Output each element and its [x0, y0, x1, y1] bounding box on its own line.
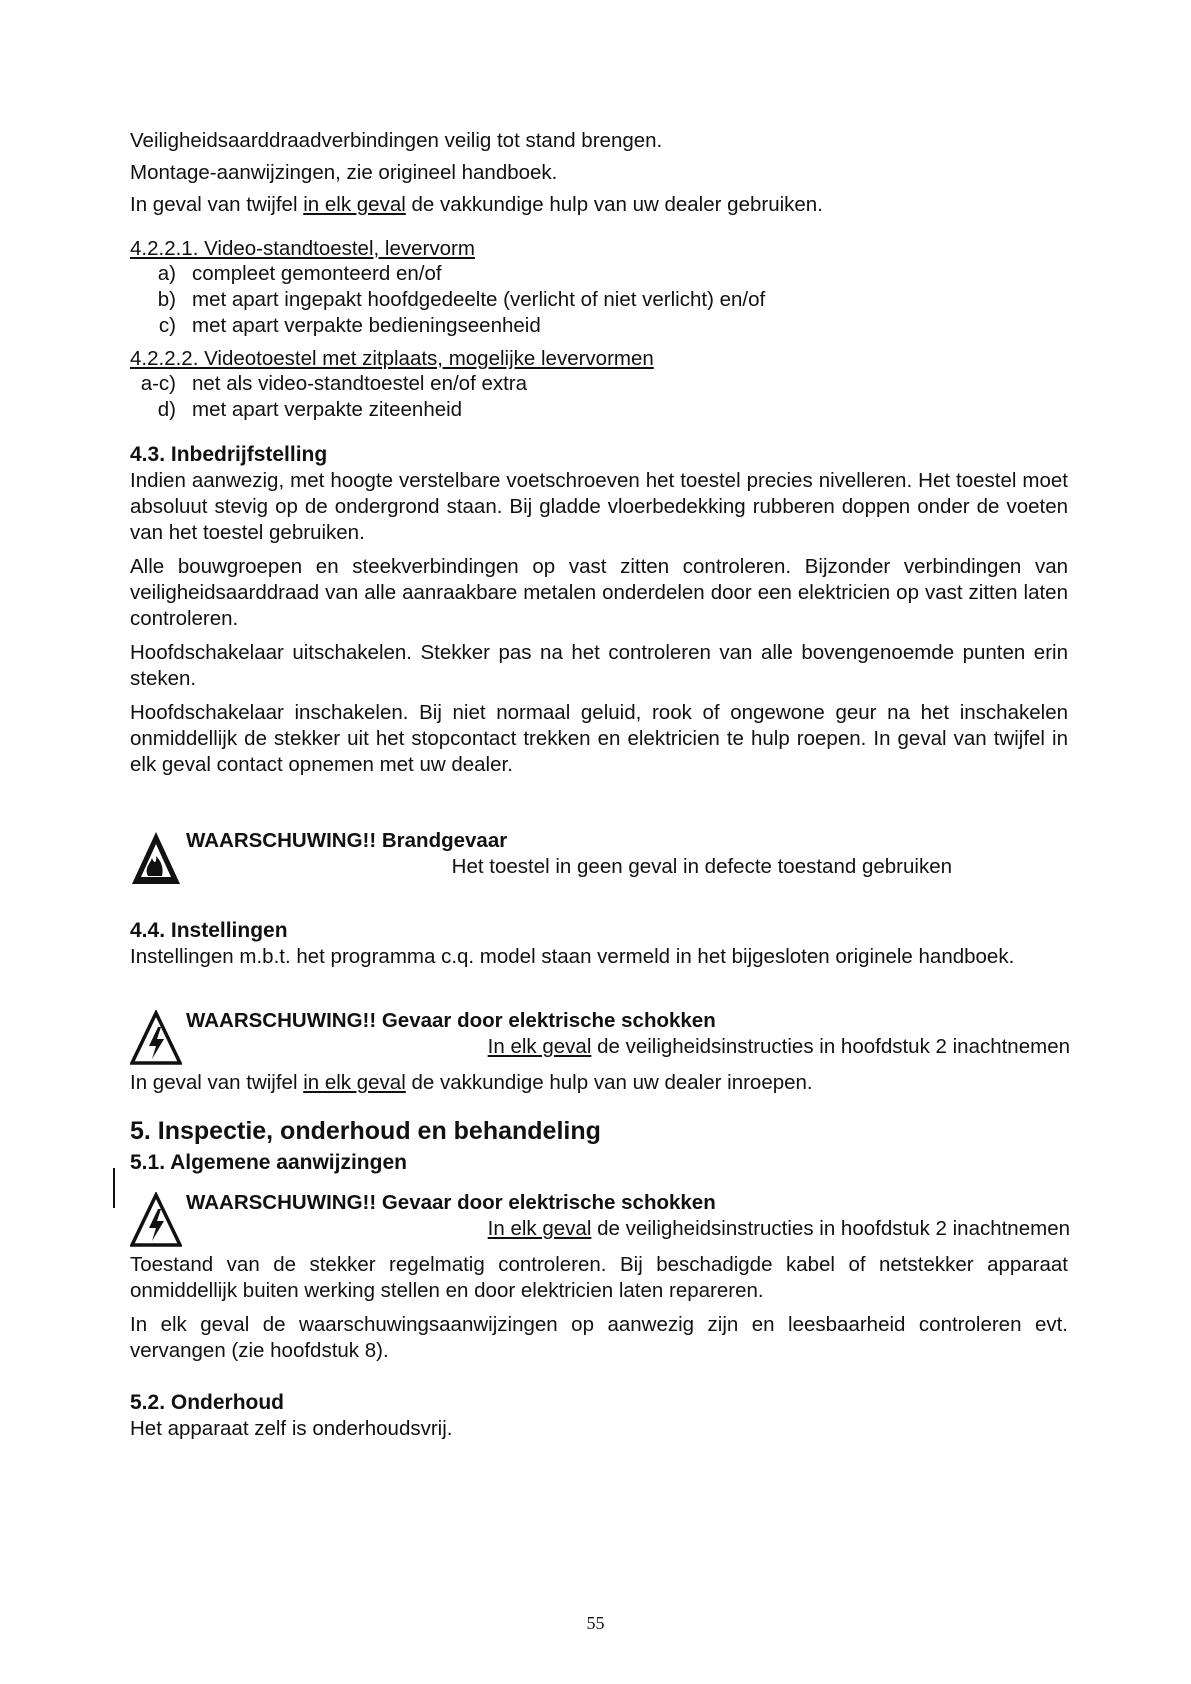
section-4222-list — [130, 371, 1030, 423]
intro-line-3-start: In geval van twijfel — [130, 193, 298, 216]
electric-shock-warning-title: WAARSCHUWING!! Gevaar door elektrische schokken — [186, 1009, 716, 1032]
fire-warning — [130, 828, 1070, 888]
intro-line-3-end: de vakkundige hulp van uw dealer gebruiken. — [405, 193, 823, 216]
electric-shock-warning-text: In elk geval de veiligheidsinstructies in hoofdstuk 2 inachtnemen — [487, 1217, 1070, 1240]
intro-line-1: Veiligheidsaarddraadverbindingen veilig tot stand brengen. — [130, 129, 663, 152]
list-item: a) compleet gemonteerd en/of — [157, 262, 442, 285]
electric-shock-warning-icon — [130, 1010, 182, 1066]
section-51-paragraph-1: Toestand van de stekker regelmatig controleren. Bij beschadigde kabel of netstekker apparaat onmiddellijk buiten werking stellen en door elektricien laten repareren. — [130, 1253, 1068, 1302]
section-43-paragraph-1: Indien aanwezig, met hoogte verstelbare voetschroeven het toestel precies nivelleren. Het toestel moet absoluut stevig op de ondergrond staan. Bij gladde vloerbedekking rubberen doppen onder de voeten van het toestel gebruiken. — [130, 469, 1068, 544]
section-43 — [130, 442, 1068, 778]
fire-warning-icon — [130, 830, 182, 886]
revision-bar — [113, 1168, 115, 1208]
section-44 — [130, 918, 1068, 970]
fire-warning-title: WAARSCHUWING!! Brandgevaar — [186, 829, 508, 852]
list-item: d) met apart verpakte ziteenheid — [157, 398, 463, 421]
section-52-heading: 5.2. Onderhoud — [130, 1391, 285, 1414]
electric-shock-warning-icon — [130, 1192, 182, 1248]
section-43-paragraph-2: Alle bouwgroepen en steekverbindingen op vast zitten controleren. Bijzonder verbindingen van veiligheidsaarddraad van alle aanraakbare metalen onderdelen door een elektricien op vast zitten laten controleren. — [130, 555, 1068, 630]
electric-shock-warning-1 — [130, 1008, 1070, 1068]
section-51-body — [130, 1252, 1068, 1364]
section-51-paragraph-2: In elk geval de waarschuwingsaanwijzingen op aanwezig zijn en leesbaarheid controleren evt. vervangen (zie hoofdstuk 8). — [130, 1313, 1068, 1362]
electric-shock-warning-title: WAARSCHUWING!! Gevaar door elektrische schokken — [186, 1191, 716, 1214]
section-44-heading: 4.4. Instellingen — [130, 919, 288, 942]
section-4221-heading: 4.2.2.1. Video-standtoestel, levervorm — [130, 237, 475, 260]
section-4221-list — [130, 261, 1030, 339]
intro-line-2: Montage-aanwijzingen, zie origineel handboek. — [130, 161, 558, 184]
section-51-heading: 5.1. Algemene aanwijzingen — [130, 1151, 407, 1174]
list-item: c) met apart verpakte bedieningseenheid — [158, 314, 541, 337]
section-43-paragraph-3: Hoofdschakelaar uitschakelen. Stekker pas na het controleren van alle bovengenoemde punten erin steken. — [130, 641, 1068, 690]
electric-shock-warning-text: In elk geval de veiligheidsinstructies in hoofdstuk 2 inachtnemen — [487, 1035, 1070, 1058]
after-warning-line: In geval van twijfel in elk geval de vakkundige hulp van uw dealer inroepen. — [130, 1071, 813, 1094]
intro-block — [130, 128, 1068, 218]
section-4222-heading: 4.2.2.2. Videotoestel met zitplaats, mogelijke levervormen — [130, 347, 654, 370]
section-43-paragraph-4: Hoofdschakelaar inschakelen. Bij niet normaal geluid, rook of ongewone geur na het inschakelen onmiddellijk de stekker uit het stopcontact trekken en elektricien te hulp roepen. In geval van twijfel in elk geval contact opnemen met uw dealer. — [130, 701, 1068, 776]
section-52-paragraph-1: Het apparaat zelf is onderhoudsvrij. — [130, 1417, 453, 1440]
section-43-heading: 4.3. Inbedrijfstelling — [130, 443, 328, 466]
section-44-paragraph-1: Instellingen m.b.t. het programma c.q. model staan vermeld in het bijgesloten originele handboek. — [130, 945, 1015, 968]
list-item: b) met apart ingepakt hoofdgedeelte (verlicht of niet verlicht) en/of — [157, 288, 766, 311]
electric-shock-warning-2 — [130, 1190, 1070, 1250]
page-number: 55 — [586, 1613, 605, 1633]
section-5-heading: 5. Inspectie, onderhoud en behandeling — [130, 1117, 601, 1145]
fire-warning-text: Het toestel in geen geval in defecte toestand gebruiken — [451, 855, 952, 878]
section-52 — [130, 1390, 1068, 1442]
intro-line-3 — [130, 192, 1068, 218]
intro-line-3-underlined: in elk geval — [303, 193, 406, 216]
list-item: a-c) net als video-standtoestel en/of extra — [140, 372, 528, 395]
